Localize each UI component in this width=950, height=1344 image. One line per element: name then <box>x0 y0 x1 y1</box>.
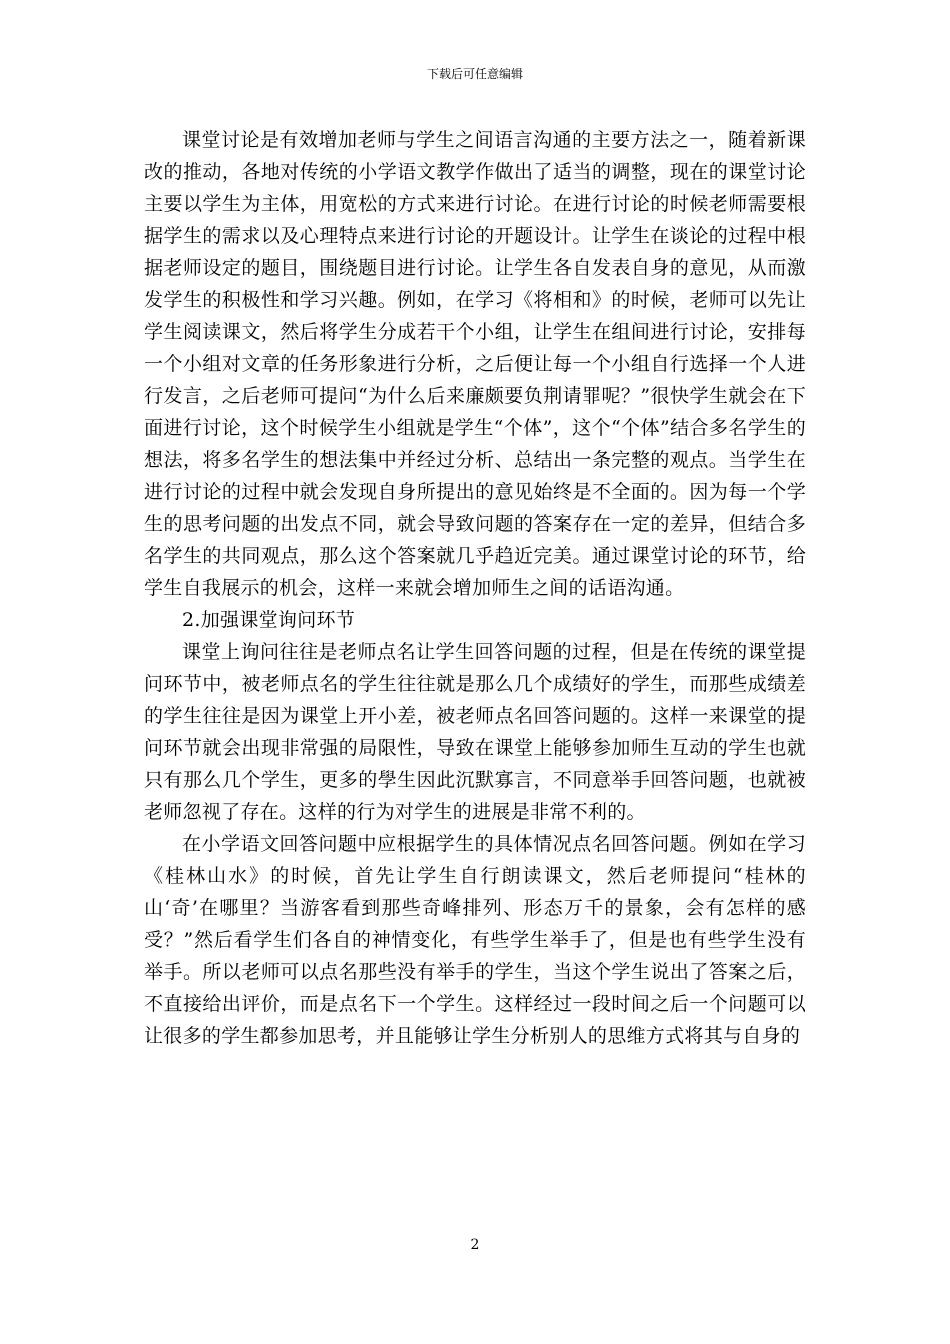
paragraph-classroom-discussion: 课堂讨论是有效增加老师与学生之间语言沟通的主要方法之一，随着新课改的推动，各地对传统的小学语文教学作做出了适当的调整，现在的课堂讨论主要以学生为主体，用宽松的方式来进行讨论。在进行讨论的时候老师需要根据学生的需求以及心理特点来进行讨论的开题设计。让学生在谈论的过程中根据老师设定的题目，围绕题目进行讨论。让学生各自发表自身的意见，从而激发学生的积极性和学习兴趣。例如，在学习《将相和》的时候，老师可以先让学生阅读课文，然后将学生分成若干个小组，让学生在组间进行讨论，安排每一个小组对文章的任务形象进行分析，之后便让每一个小组自行选择一个人进行发言，之后老师可提问“为什么后来廉颇要负荆请罪呢？”很快学生就会在下面进行讨论，这个时候学生小组就是学生“个体”，这个“个体”结合多名学生的想法，将多名学生的想法集中并经过分析、总结出一条完整的观点。当学生在进行讨论的过程中就会发现自身所提出的意见始终是不全面的。因为每一个学生的思考问题的出发点不同，就会导致问题的答案存在一定的差异，但结合多名学生的共同观点，那么这个答案就几乎趋近完美。通过课堂讨论的环节，给学生自我展示的机会，这样一来就会增加师生之间的话语沟通。 <box>144 129 806 599</box>
paragraph-questioning-example: 在小学语文回答问题中应根据学生的具体情况点名回答问题。例如在学习《桂林山水》的时候，首先让学生自行朗读课文，然后老师提问“桂林的山‘奇’在哪里？当游客看到那些奇峰排列、形态万千的景象，会有怎样的感受？”然后看学生们各自的神情变化，有些学生举手了，但是也有些学生没有举手。所以老师可以点名那些没有举手的学生，当这个学生说出了答案之后，不直接给出评价，而是点名下一个学生。这样经过一段时间之后一个问题可以让很多的学生都参加思考，并且能够让学生分析别人的思维方式将其与自身的 <box>144 833 806 1047</box>
page-header: 下载后可任意编辑 <box>426 67 523 81</box>
page-number: 2 <box>470 1237 480 1253</box>
paragraph-questioning-limits: 课堂上询问往往是老师点名让学生回答问题的过程，但是在传统的课堂提问环节中，被老师点名的学生往往就是那么几个成绩好的学生，而那些成绩差的学生往往是因为课堂上开小差，被老师点名回答问题的。这样一来课堂的提问环节就会出现非常强的局限性，导致在课堂上能够参加师生互动的学生也就只有那么几个学生，更多的學生因此沉默寡言，不同意举手回答问题，也就被老师忽视了存在。这样的行为对学生的进展是非常不利的。 <box>144 641 806 823</box>
document-body <box>144 124 806 1052</box>
section-heading-classroom-questioning: 2.加强课堂询问环节 <box>182 609 356 631</box>
